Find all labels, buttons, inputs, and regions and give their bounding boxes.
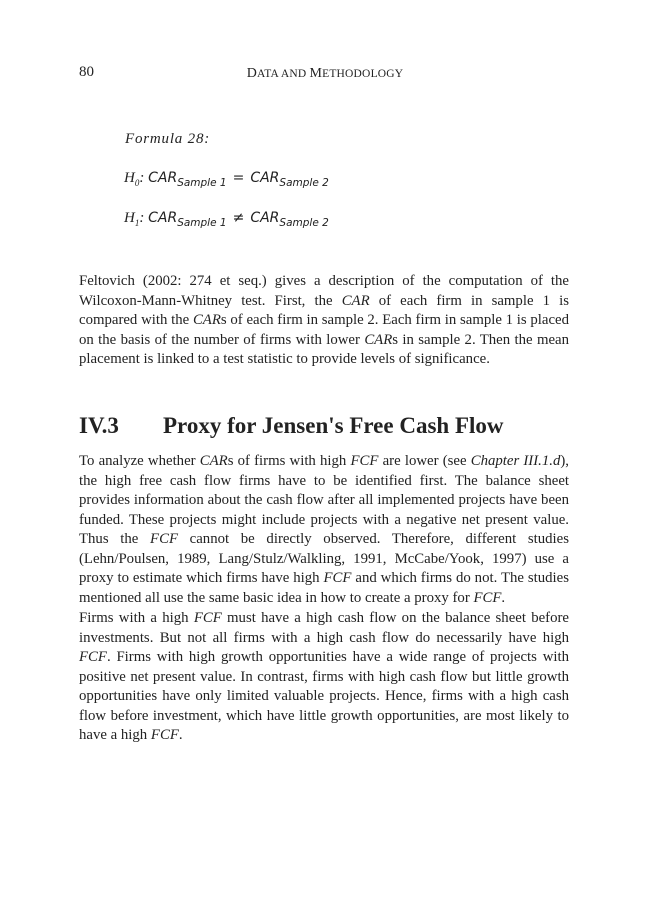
paragraph-wilcoxon: Feltovich (2002: 274 et seq.) gives a description of the computation of the Wilcoxon-Mann-Whitney test. First, the CAR of each firm in sample 1 is compared with the CARs of each firm in sample 2. Each firm in sample 1 is placed on the basis of the number of firms with lower CARs in sample 2. Then the mean placement is linked to a test statistic to provide levels of significance. [79,273,570,367]
section-title: Proxy for Jensen's Free Cash Flow [163,413,504,438]
paragraph-identify-fcf: To analyze whether CARs of firms with high FCF are lower (see Chapter III.1.d), the high free cash flow firms have to be identified first. The balance sheet provides information about the cash flow after all implemented projects have been funded. These projects might include projects with a negative net present value. Thus the FCF cannot be directly observed. Therefore, different studies (Lehn/Poulsen, 1989, Lang/Stulz/Walkling, 1991, McCabe/Yook, 1997) use a proxy to estimate which firms have high FCF and which firms do not. The studies mentioned all use the same basic idea in how to create a proxy for FCF. [79,453,569,606]
section-heading [79,413,504,439]
formula-label: Formula 28: [125,131,211,147]
section-number: IV.3 [79,413,119,438]
paragraph-high-fcf-firms: Firms with a high FCF must have a high cash flow on the balance sheet before investments. But not all firms with a high cash flow do necessarily have high FCF. Firms with high growth opportunities have a wide range of projects with positive net present value. In contrast, firms with high cash flow but little growth opportunities have only limited valuable projects. Hence, firms with a high cash flow before investment, which have little growth opportunities, are most likely to have a high FCF. [79,610,569,743]
null-hypothesis: $H_0$: $CAR_{Sample 1} = CAR_{Sample 2}$ [124,170,329,189]
alternative-hypothesis: $H_1$: $CAR_{Sample 1} \ne CAR_{Sample 2}$ [124,210,329,229]
page-number: 80 [79,64,94,80]
running-head: DATA AND METHODOLOGY [246,66,404,81]
